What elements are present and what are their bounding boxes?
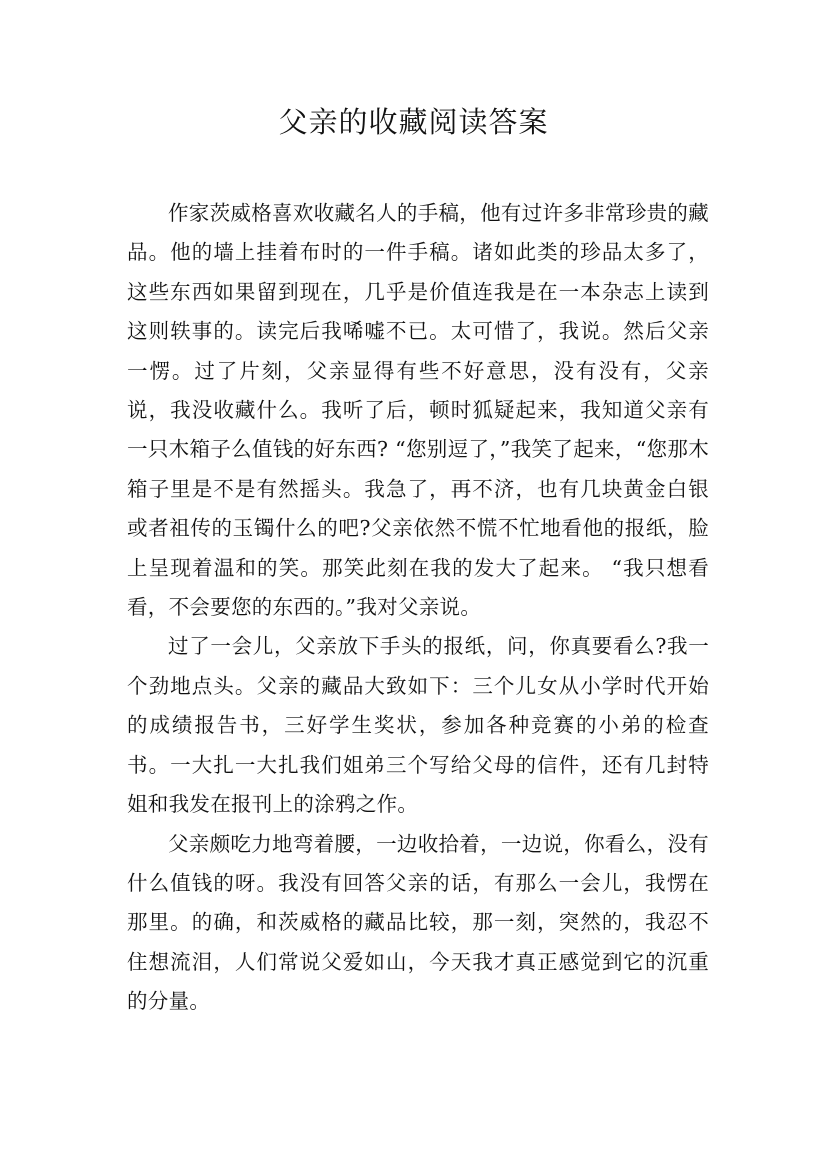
document-title: 父亲的收藏阅读答案 bbox=[278, 105, 549, 139]
document-body bbox=[127, 194, 709, 1022]
paragraph-1: 作家茨威格喜欢收藏名人的手稿，他有过许多非常珍贵的藏品。他的墙上挂着布时的一件手稿。诸如此类的珍品太多了，这些东西如果留到现在，几乎是价值连我是在一本杂志上读到这则轶事的。读完后我唏嘘不已。太可惜了，我说。然后父亲一愣。过了片刻，父亲显得有些不好意思，没有没有，父亲说，我没收藏什么。我听了后，顿时狐疑起来，我知道父亲有一只木箱子么值钱的好东西? “您别逗了，”我笑了起来，“您那木箱子里是不是有然摇头。我急了，再不济，也有几块黄金白银或者祖传的玉镯什么的吧?父亲依然不慌不忙地看他的报纸，脸上呈现着温和的笑。那笑此刻在我的发大了起来。 “我只想看看，不会要您的东西的。”我对父亲说。 bbox=[127, 201, 709, 620]
paragraph-3: 父亲颇吃力地弯着腰，一边收拾着，一边说，你看么，没有什么值钱的呀。我没有回答父亲的话，有那么一会儿，我愣在那里。的确，和茨威格的藏品比较，那一刻，突然的，我忍不住想流泪，人们常说父爱如山，今天我才真正感觉到它的沉重的分量。 bbox=[127, 831, 709, 1014]
paragraph-2: 过了一会儿，父亲放下手头的报纸，问，你真要看么?我一个劲地点头。父亲的藏品大致如下：三个儿女从小学时代开始的成绩报告书，三好学生奖状，参加各种竞赛的小弟的检查书。一大扎一大扎我们姐弟三个写给父母的信件，还有几封特姐和我发在报刊上的涂鸦之作。 bbox=[127, 634, 709, 817]
